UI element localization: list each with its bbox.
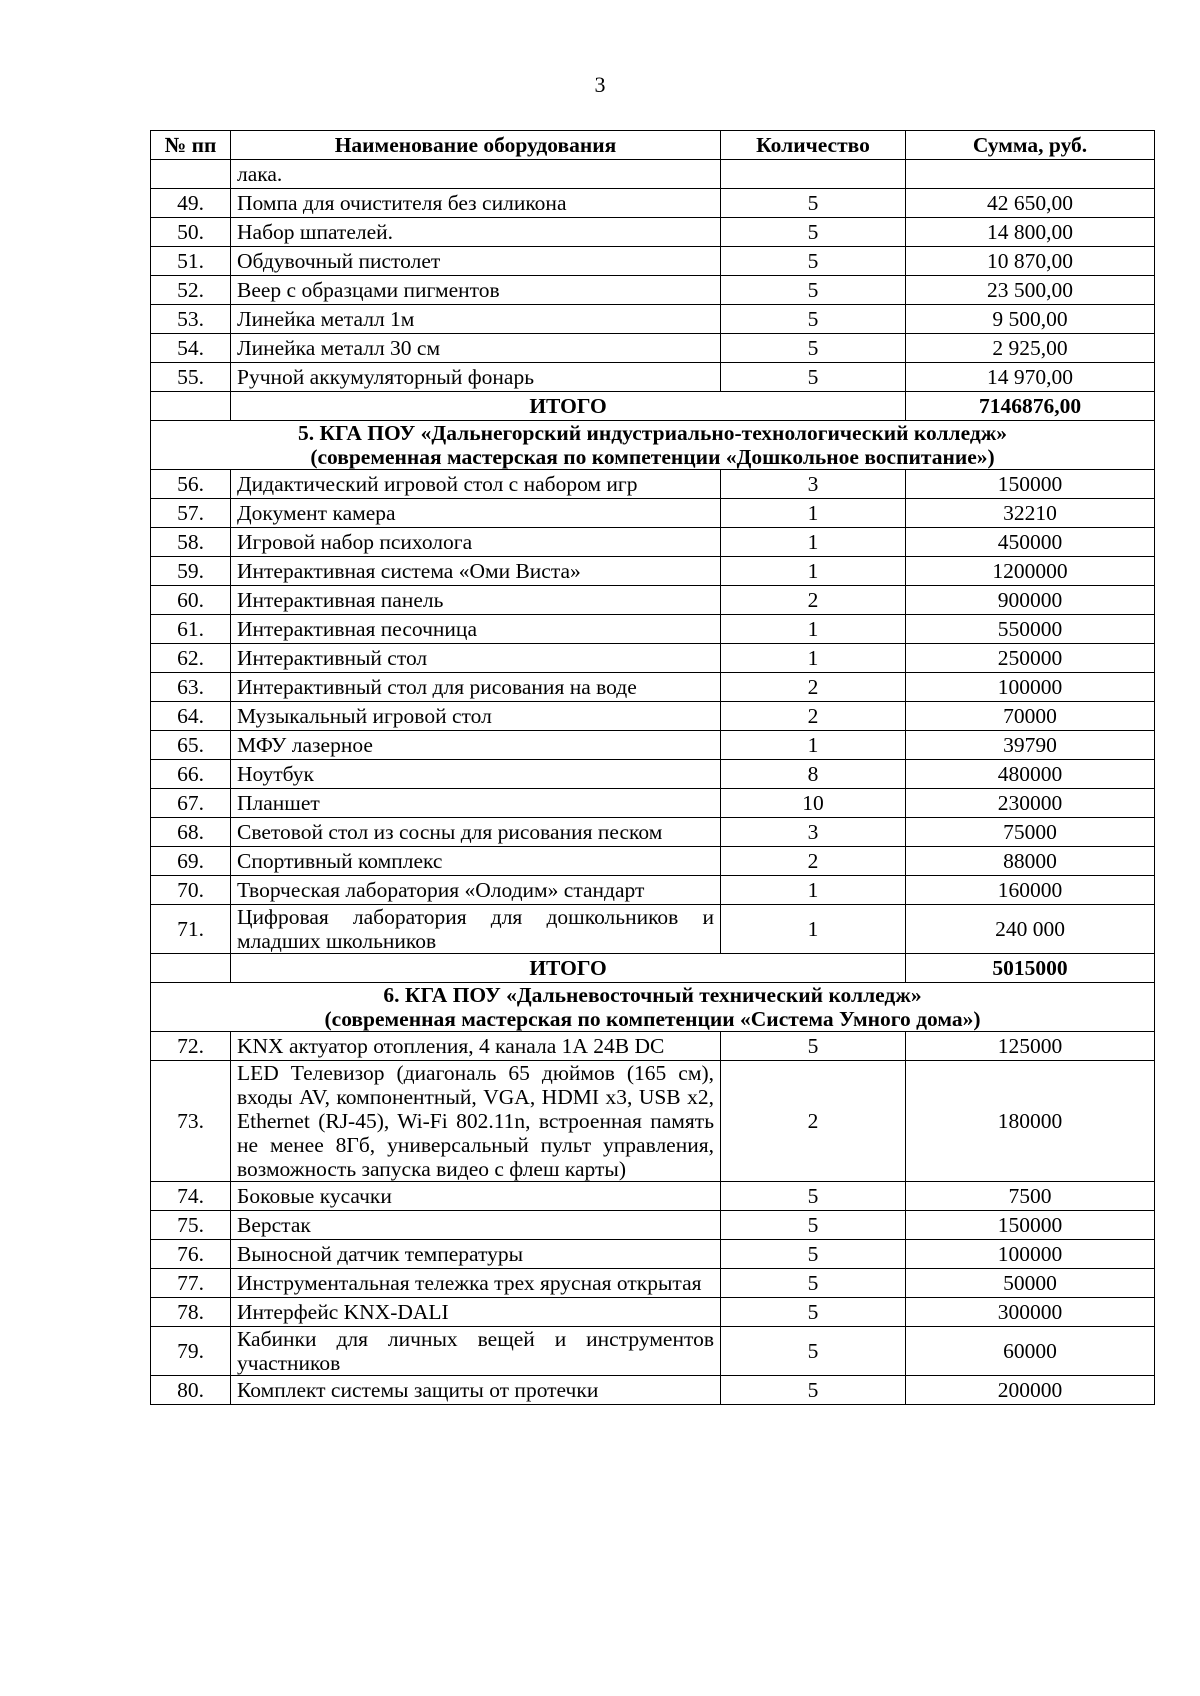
row-number: 52. (151, 276, 231, 305)
table-row (151, 470, 1155, 499)
table-row (151, 1061, 1155, 1182)
row-quantity: 1 (721, 528, 906, 557)
row-number: 79. (151, 1327, 231, 1376)
row-name: Интерфейс KNX-DALI (231, 1298, 721, 1327)
table-row (151, 363, 1155, 392)
row-number: 68. (151, 818, 231, 847)
row-number: 67. (151, 789, 231, 818)
table-row (151, 499, 1155, 528)
row-number: 58. (151, 528, 231, 557)
row-quantity: 5 (721, 1240, 906, 1269)
row-sum: 100000 (906, 1240, 1155, 1269)
table-row (151, 1298, 1155, 1327)
row-quantity: 5 (721, 305, 906, 334)
section-header-row (151, 421, 1155, 470)
row-number: 49. (151, 189, 231, 218)
row-number: 64. (151, 702, 231, 731)
row-sum: 480000 (906, 760, 1155, 789)
row-quantity: 5 (721, 363, 906, 392)
row-sum: 180000 (906, 1061, 1155, 1182)
table-row (151, 1211, 1155, 1240)
total-sum: 7146876,00 (906, 392, 1155, 421)
row-name: Спортивный комплекс (231, 847, 721, 876)
row-quantity: 1 (721, 905, 906, 954)
row-sum: 100000 (906, 673, 1155, 702)
row-sum (906, 160, 1155, 189)
table-row (151, 1269, 1155, 1298)
row-number: 77. (151, 1269, 231, 1298)
row-number (151, 160, 231, 189)
total-empty-cell (151, 954, 231, 983)
table-row (151, 528, 1155, 557)
row-name: Дидактический игровой стол с набором игр (231, 470, 721, 499)
row-number: 69. (151, 847, 231, 876)
row-quantity: 5 (721, 247, 906, 276)
table-row (151, 247, 1155, 276)
row-sum: 550000 (906, 615, 1155, 644)
row-name: Помпа для очистителя без силикона (231, 189, 721, 218)
row-name: Интерактивный стол для рисования на воде (231, 673, 721, 702)
table-row (151, 218, 1155, 247)
row-name: Игровой набор психолога (231, 528, 721, 557)
header-number: № пп (151, 131, 231, 160)
table-row (151, 905, 1155, 954)
row-name: Боковые кусачки (231, 1182, 721, 1211)
table-row (151, 615, 1155, 644)
equipment-table (150, 130, 1155, 1405)
table-row (151, 305, 1155, 334)
row-quantity: 5 (721, 276, 906, 305)
row-quantity: 2 (721, 847, 906, 876)
section-title-line1: 6. КГА ПОУ «Дальневосточный технический колледж» (383, 983, 922, 1007)
row-quantity: 5 (721, 1032, 906, 1061)
row-sum: 60000 (906, 1327, 1155, 1376)
row-name: Интерактивная панель (231, 586, 721, 615)
row-sum: 1200000 (906, 557, 1155, 586)
row-quantity: 1 (721, 731, 906, 760)
row-number: 66. (151, 760, 231, 789)
row-number: 65. (151, 731, 231, 760)
row-quantity: 5 (721, 1327, 906, 1376)
row-sum: 32210 (906, 499, 1155, 528)
table-row (151, 818, 1155, 847)
row-quantity: 2 (721, 586, 906, 615)
row-name: Линейка металл 30 см (231, 334, 721, 363)
row-number: 60. (151, 586, 231, 615)
row-name: Выносной датчик температуры (231, 1240, 721, 1269)
table-row (151, 1376, 1155, 1405)
row-sum: 14 800,00 (906, 218, 1155, 247)
row-number: 73. (151, 1061, 231, 1182)
row-number: 55. (151, 363, 231, 392)
row-name: Инструментальная тележка трех ярусная открытая (231, 1269, 721, 1298)
row-name: Верстак (231, 1211, 721, 1240)
row-number: 70. (151, 876, 231, 905)
row-number: 80. (151, 1376, 231, 1405)
row-quantity: 5 (721, 1269, 906, 1298)
table-row (151, 1182, 1155, 1211)
row-sum: 125000 (906, 1032, 1155, 1061)
table-row (151, 160, 1155, 189)
row-sum: 160000 (906, 876, 1155, 905)
row-sum: 50000 (906, 1269, 1155, 1298)
row-sum: 300000 (906, 1298, 1155, 1327)
row-quantity: 8 (721, 760, 906, 789)
row-quantity: 1 (721, 644, 906, 673)
row-name: Веер с образцами пигментов (231, 276, 721, 305)
table-row (151, 557, 1155, 586)
row-name: Музыкальный игровой стол (231, 702, 721, 731)
row-name: Интерактивная система «Оми Виста» (231, 557, 721, 586)
total-label: ИТОГО (231, 954, 906, 983)
table-row (151, 847, 1155, 876)
row-sum: 39790 (906, 731, 1155, 760)
row-number: 62. (151, 644, 231, 673)
row-sum: 88000 (906, 847, 1155, 876)
row-quantity: 5 (721, 1182, 906, 1211)
row-number: 56. (151, 470, 231, 499)
row-sum: 23 500,00 (906, 276, 1155, 305)
row-sum: 14 970,00 (906, 363, 1155, 392)
table-row (151, 673, 1155, 702)
section-title-line1: 5. КГА ПОУ «Дальнегорский индустриально-технологический колледж» (297, 421, 1008, 445)
total-sum: 5015000 (906, 954, 1155, 983)
row-number: 72. (151, 1032, 231, 1061)
total-empty-cell (151, 392, 231, 421)
row-sum: 150000 (906, 470, 1155, 499)
row-sum: 10 870,00 (906, 247, 1155, 276)
row-quantity (721, 160, 906, 189)
row-sum: 250000 (906, 644, 1155, 673)
table-row (151, 189, 1155, 218)
total-label: ИТОГО (231, 392, 906, 421)
table-row (151, 702, 1155, 731)
row-name: Ноутбук (231, 760, 721, 789)
header-quantity: Количество (721, 131, 906, 160)
row-sum: 42 650,00 (906, 189, 1155, 218)
row-number: 71. (151, 905, 231, 954)
table-body (151, 160, 1155, 1405)
row-name: Линейка металл 1м (231, 305, 721, 334)
table-row (151, 276, 1155, 305)
table-row (151, 1327, 1155, 1376)
row-name: Набор шпателей. (231, 218, 721, 247)
row-name: KNX актуатор отопления, 4 канала 1А 24В DC (231, 1032, 721, 1061)
row-quantity: 3 (721, 818, 906, 847)
row-sum: 240 000 (906, 905, 1155, 954)
row-sum: 2 925,00 (906, 334, 1155, 363)
table-row (151, 334, 1155, 363)
row-quantity: 2 (721, 702, 906, 731)
row-name: Ручной аккумуляторный фонарь (231, 363, 721, 392)
row-sum: 450000 (906, 528, 1155, 557)
row-quantity: 1 (721, 876, 906, 905)
total-row (151, 392, 1155, 421)
row-quantity: 3 (721, 470, 906, 499)
table-row (151, 1032, 1155, 1061)
section-header-row (151, 983, 1155, 1032)
table-header-row (151, 131, 1155, 160)
section-title-line2: (современная мастерская по компетенции «Дошкольное воспитание») (310, 445, 995, 469)
section-title (151, 421, 1155, 470)
row-name: лака. (231, 160, 721, 189)
table-row (151, 789, 1155, 818)
row-quantity: 5 (721, 1298, 906, 1327)
row-sum: 230000 (906, 789, 1155, 818)
row-quantity: 5 (721, 189, 906, 218)
row-name: Комплект системы защиты от протечки (231, 1376, 721, 1405)
row-quantity: 1 (721, 499, 906, 528)
row-number: 76. (151, 1240, 231, 1269)
table-row (151, 731, 1155, 760)
row-name: Цифровая лаборатория для дошкольников и младших школьников (231, 905, 721, 954)
row-name: LED Телевизор (диагональ 65 дюймов (165 см), входы AV, компонентный, VGA, HDMI x3, USB x2, Ethernet (RJ-45), Wi-Fi 802.11n, встроенная память не менее 8Гб, универсальный пульт управления, возможность запуска видео с флеш карты) (231, 1061, 721, 1182)
row-number: 74. (151, 1182, 231, 1211)
total-row (151, 954, 1155, 983)
table-row (151, 586, 1155, 615)
row-quantity: 1 (721, 615, 906, 644)
row-quantity: 5 (721, 1211, 906, 1240)
table-row (151, 1240, 1155, 1269)
row-name: Творческая лаборатория «Олодим» стандарт (231, 876, 721, 905)
row-number: 78. (151, 1298, 231, 1327)
row-quantity: 10 (721, 789, 906, 818)
header-sum: Сумма, руб. (906, 131, 1155, 160)
row-name: МФУ лазерное (231, 731, 721, 760)
row-name: Интерактивная песочница (231, 615, 721, 644)
row-sum: 200000 (906, 1376, 1155, 1405)
row-number: 61. (151, 615, 231, 644)
row-sum: 70000 (906, 702, 1155, 731)
row-name: Планшет (231, 789, 721, 818)
row-number: 53. (151, 305, 231, 334)
row-name: Световой стол из сосны для рисования песком (231, 818, 721, 847)
row-number: 54. (151, 334, 231, 363)
table-row (151, 644, 1155, 673)
table-row (151, 876, 1155, 905)
section-title (151, 983, 1155, 1032)
row-sum: 150000 (906, 1211, 1155, 1240)
row-sum: 75000 (906, 818, 1155, 847)
row-sum: 900000 (906, 586, 1155, 615)
row-name: Документ камера (231, 499, 721, 528)
row-number: 51. (151, 247, 231, 276)
row-sum: 7500 (906, 1182, 1155, 1211)
page-number: 3 (594, 72, 606, 97)
section-title-line2: (современная мастерская по компетенции «Система Умного дома») (324, 1007, 981, 1031)
row-number: 75. (151, 1211, 231, 1240)
row-quantity: 5 (721, 1376, 906, 1405)
table-row (151, 760, 1155, 789)
row-quantity: 1 (721, 557, 906, 586)
row-quantity: 2 (721, 673, 906, 702)
row-name: Обдувочный пистолет (231, 247, 721, 276)
row-name: Интерактивный стол (231, 644, 721, 673)
row-number: 50. (151, 218, 231, 247)
header-name: Наименование оборудования (231, 131, 721, 160)
row-quantity: 2 (721, 1061, 906, 1182)
row-sum: 9 500,00 (906, 305, 1155, 334)
row-name: Кабинки для личных вещей и инструментов участников (231, 1327, 721, 1376)
row-number: 57. (151, 499, 231, 528)
row-number: 59. (151, 557, 231, 586)
row-number: 63. (151, 673, 231, 702)
row-quantity: 5 (721, 218, 906, 247)
row-quantity: 5 (721, 334, 906, 363)
